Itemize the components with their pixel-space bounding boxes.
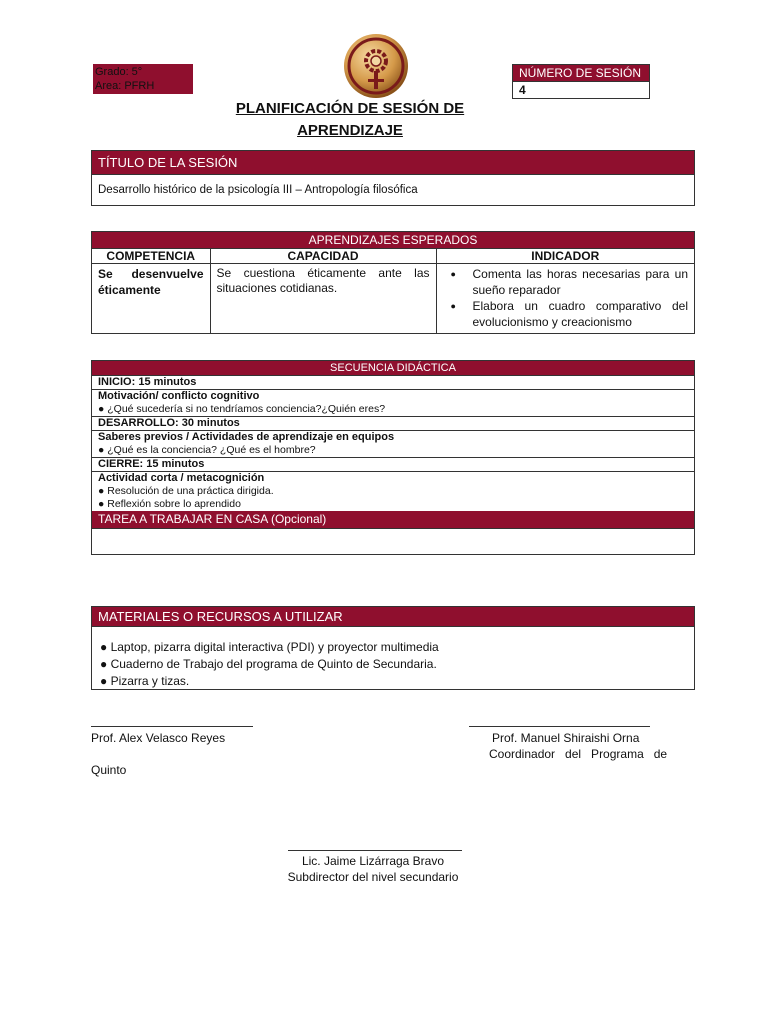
saberes-item: ● ¿Qué es la conciencia? ¿Qué es el hombre?	[98, 444, 316, 456]
indicator-item: ● Comenta las horas necesarias para un sueño reparador	[473, 266, 689, 298]
signature-line-left	[91, 726, 253, 727]
indicator-list	[437, 266, 695, 330]
school-logo	[343, 33, 409, 99]
capacidad-cell: Se cuestiona éticamente ante las situaciones cotidianas.	[210, 264, 436, 333]
column-header-capacidad: CAPACIDAD	[210, 249, 436, 264]
materials-item: ● Cuaderno de Trabajo del programa de Quinto de Secundaria.	[100, 657, 437, 671]
column-header-competencia: COMPETENCIA	[92, 249, 210, 264]
saberes-block	[92, 431, 694, 458]
page-title-line2: APRENDIZAJE	[297, 122, 403, 139]
session-title-heading: TÍTULO DE LA SESIÓN	[92, 151, 694, 175]
page-title-line1: PLANIFICACIÓN DE SESIÓN DE	[235, 100, 465, 117]
inicio-row: INICIO: 15 minutos	[92, 376, 694, 390]
didactic-sequence-heading: SECUENCIA DIDÁCTICA	[92, 361, 694, 376]
signature-line-center	[288, 850, 462, 851]
session-title-text: Desarrollo histórico de la psicología III – Antropología filosófica	[98, 184, 418, 196]
indicator-item: ● Elabora un cuadro comparativo del evolucionismo y creacionismo	[473, 298, 689, 330]
session-number-box	[512, 64, 650, 99]
session-title-section	[91, 150, 695, 206]
saberes-label: Saberes previos / Actividades de aprendizaje en equipos	[98, 431, 395, 443]
motivacion-label: Motivación/ conflicto cognitivo	[98, 390, 260, 402]
signature-line-right	[469, 726, 650, 727]
materials-heading: MATERIALES O RECURSOS A UTILIZAR	[92, 607, 694, 627]
cierre-row: CIERRE: 15 minutos	[92, 458, 694, 472]
motivacion-block	[92, 390, 694, 417]
area-label: Area: PFRH	[95, 80, 155, 92]
session-number-label: NÚMERO DE SESIÓN	[513, 65, 649, 82]
session-number-value: 4	[519, 83, 526, 97]
materials-list	[92, 639, 694, 690]
signature-right-name: Prof. Manuel Shiraishi Orna	[492, 731, 640, 745]
page-title	[200, 98, 500, 142]
competencia-cell: Se desenvuelve éticamente	[92, 264, 210, 333]
grade-area-box	[93, 64, 193, 94]
actividad-label: Actividad corta / metacognición	[98, 472, 265, 484]
expected-learning-section	[91, 231, 695, 334]
signature-right-role: Coordinador del Programa de	[489, 747, 668, 761]
motivacion-item: ● ¿Qué sucedería si no tendríamos conciencia?¿Quién eres?	[98, 403, 386, 415]
indicador-cell	[436, 264, 694, 333]
signature-center-name: Lic. Jaime Lizárraga Bravo	[301, 854, 445, 868]
expected-learning-heading: APRENDIZAJES ESPERADOS	[92, 232, 694, 249]
signature-left-name: Prof. Alex Velasco Reyes	[91, 731, 226, 745]
homework-heading: TAREA A TRABAJAR EN CASA (Opcional)	[92, 511, 694, 529]
grade-label: Grado: 5°	[95, 66, 143, 78]
materials-item: ● Laptop, pizarra digital interactiva (PDI) y proyector multimedia	[100, 640, 439, 654]
signature-left-extra: Quinto	[91, 763, 127, 777]
expected-learning-table	[92, 249, 694, 333]
materials-item: ● Pizarra y tizas.	[100, 674, 190, 688]
column-header-indicador: INDICADOR	[436, 249, 694, 264]
didactic-sequence-section	[91, 360, 695, 555]
materials-section	[91, 606, 695, 690]
homework-body	[92, 529, 694, 544]
signature-center-role: Subdirector del nivel secundario	[287, 870, 459, 884]
actividad-item: ● Reflexión sobre lo aprendido	[98, 498, 241, 510]
actividad-item: ● Resolución de una práctica dirigida.	[98, 485, 274, 497]
actividad-block	[92, 472, 694, 511]
desarrollo-row: DESARROLLO: 30 minutos	[92, 417, 694, 431]
